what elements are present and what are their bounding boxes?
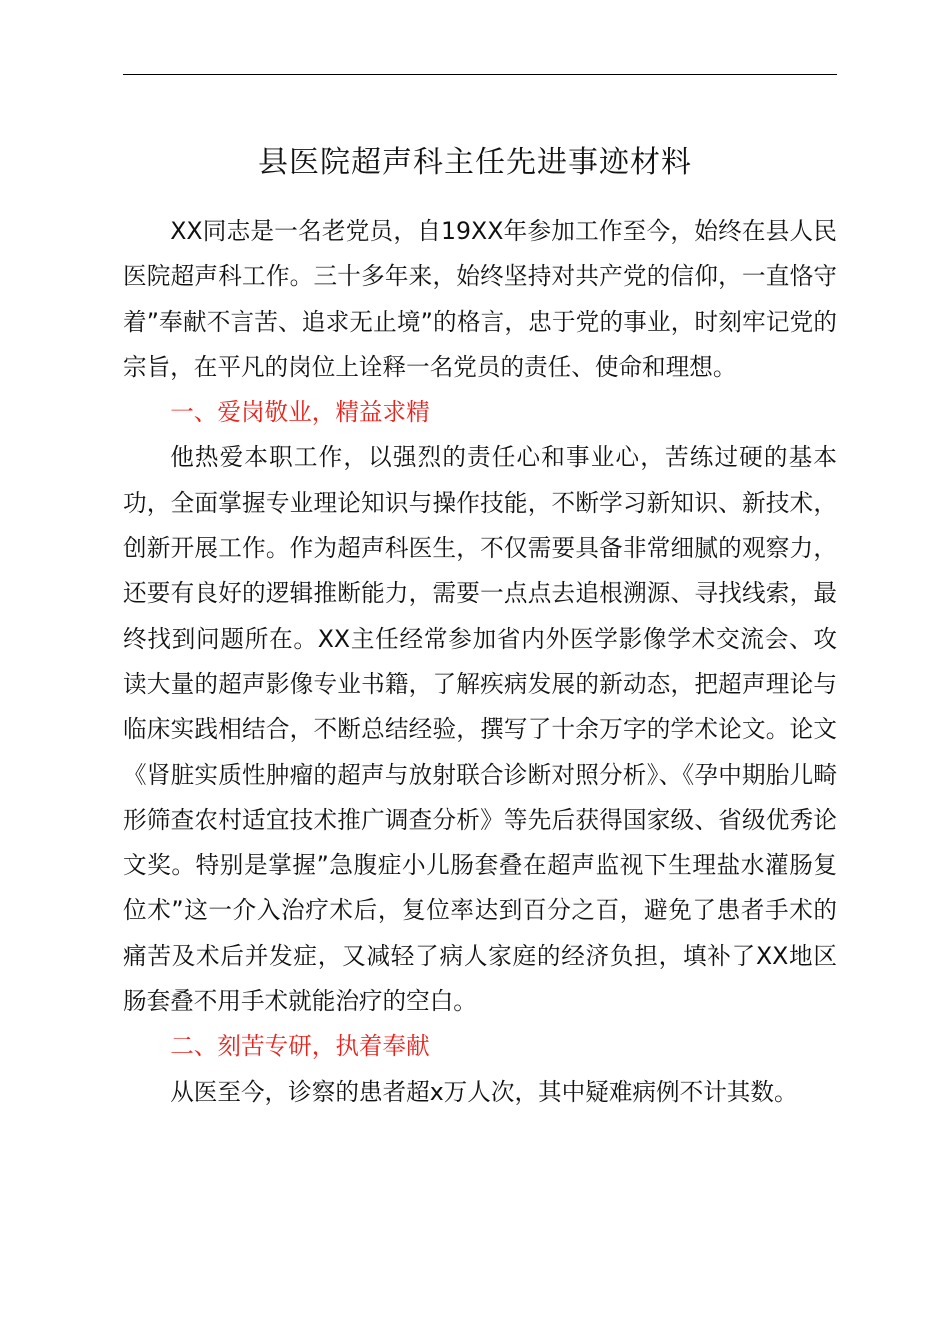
- document-title: 县医院超声科主任先进事迹材料: [258, 145, 692, 180]
- section-heading: 一、爱岗敬业，精益求精: [170, 398, 430, 427]
- header-rule: [123, 74, 837, 75]
- section-heading: 二、刻苦专研，执着奉献: [170, 1032, 430, 1061]
- section-paragraph: 从医至今，诊察的患者超x万人次，其中疑难病例不计其数。: [170, 1077, 798, 1106]
- section-paragraph: 他热爱本职工作，以强烈的责任心和事业心，苦练过硬的基本功，全面掌握专业理论知识与操作技能，不断学习新知识、新技术，创新开展工作。作为超声科医生，不仅需要具备非常细腻的观察力，还要有良好的逻辑推断能力，需要一点点去追根溯源、寻找线索，最终找到问题所在。XX主任经常参加省内外医学影像学术交流会、攻读大量的超声影像专业书籍，了解疾病发展的新动态，把超声理论与临床实践相结合，不断总结经验，撰写了十余万字的学术论文。论文《肾脏实质性肿瘤的超声与放射联合诊断对照分析》、《孕中期胎儿畸形筛查农村适宜技术推广调查分析》等先后获得国家级、省级优秀论文奖。特别是掌握”急腹症小儿肠套叠在超声监视下生理盐水灌肠复位术”这一介入治疗术后，复位率达到百分之百，避免了患者手术的痛苦及术后并发症，又减轻了病人家庭的经济负担，填补了XX地区肠套叠不用手术就能治疗的空白。: [123, 443, 837, 1016]
- intro-paragraph: XX同志是一名老党员，自19XX年参加工作至今，始终在县人民医院超声科工作。三十多年来，始终坚持对共产党的信仰，一直恪守着”奉献不言苦、追求无止境”的格言，忠于党的事业，时刻牢记党的宗旨，在平凡的岗位上诠释一名党员的责任、使命和理想。: [123, 217, 837, 381]
- document-body: [123, 209, 837, 1115]
